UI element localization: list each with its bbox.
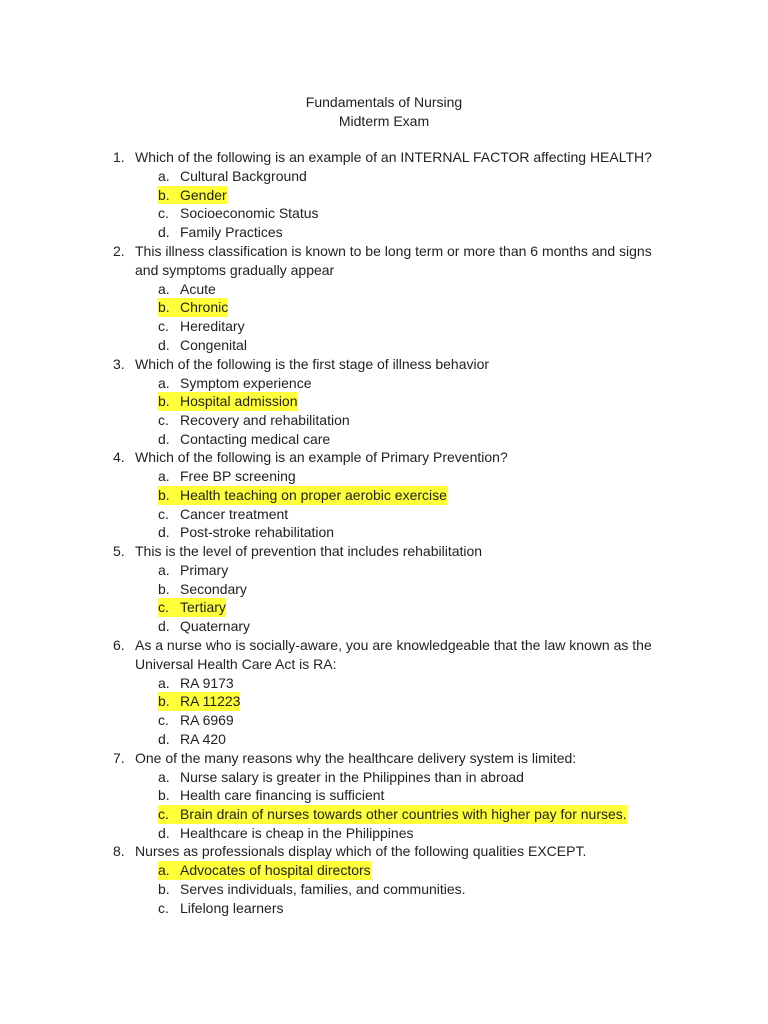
option-text: Post-stroke rehabilitation — [180, 524, 335, 541]
answer-option — [0, 899, 768, 918]
option-text: Brain drain of nurses towards other countries with higher pay for nurses. — [180, 805, 627, 822]
question-number: 6. — [113, 636, 125, 653]
option-letter: b. — [158, 392, 181, 411]
question-item — [0, 542, 768, 636]
answer-option-highlighted — [0, 598, 768, 617]
option-letter: a. — [158, 562, 170, 578]
option-letter: d. — [158, 336, 170, 353]
option-text: Nurse salary is greater in the Philippines than in abroad — [180, 768, 524, 785]
option-letter: d. — [158, 524, 170, 541]
answer-option — [0, 786, 768, 805]
option-text: Hospital admission — [180, 393, 298, 410]
option-list — [0, 467, 768, 542]
option-text: RA 9173 — [180, 674, 234, 691]
answer-option-highlighted — [0, 805, 768, 824]
option-letter: a. — [158, 861, 181, 880]
question-text: This is the level of prevention that includes rehabilitation — [135, 543, 483, 559]
option-letter: b. — [158, 580, 170, 597]
answer-option — [0, 167, 768, 186]
option-list — [0, 674, 768, 749]
option-text: Advocates of hospital directors — [180, 862, 371, 879]
answer-option — [0, 204, 768, 223]
question-text: One of the many reasons why the healthcare delivery system is limited: — [135, 749, 577, 766]
question-number: 8. — [113, 843, 125, 860]
answer-option — [0, 730, 768, 749]
question-item — [0, 242, 768, 355]
option-letter: b. — [158, 692, 181, 711]
answer-option-highlighted — [0, 692, 768, 711]
question-text: Which of the following is an example of an INTERNAL FACTOR affecting HEALTH? — [135, 149, 652, 165]
option-text: Healthcare is cheap in the Philippines — [180, 824, 414, 841]
answer-option-highlighted — [0, 392, 768, 411]
question-number: 4. — [113, 449, 125, 466]
option-text: RA 420 — [180, 730, 226, 747]
document-title: Fundamentals of Nursing — [305, 94, 463, 110]
option-text: Cancer treatment — [180, 505, 289, 522]
answer-option — [0, 411, 768, 430]
option-letter: c. — [158, 205, 169, 222]
question-text: As a nurse who is socially-aware, you are knowledgeable that the law known as the Universal Health Care Act is RA: — [135, 636, 652, 672]
answer-option-highlighted — [0, 486, 768, 505]
answer-option — [0, 674, 768, 693]
option-list — [0, 280, 768, 355]
answer-option — [0, 561, 768, 580]
option-letter: b. — [158, 880, 170, 897]
option-list — [0, 768, 768, 843]
option-text: Health teaching on proper aerobic exercise — [180, 486, 447, 503]
answer-option — [0, 223, 768, 242]
option-list — [0, 561, 768, 636]
option-letter: a. — [158, 468, 170, 485]
option-letter: d. — [158, 224, 170, 241]
answer-option — [0, 768, 768, 787]
answer-option — [0, 467, 768, 486]
question-number: 5. — [113, 543, 125, 559]
option-text: Chronic — [180, 299, 229, 316]
answer-option — [0, 505, 768, 524]
answer-option — [0, 617, 768, 636]
option-text: Quaternary — [180, 618, 251, 635]
answer-option — [0, 336, 768, 355]
option-text: Hereditary — [180, 318, 245, 335]
question-text: Which of the following is the first stage of illness behavior — [135, 355, 490, 372]
question-item — [0, 842, 768, 917]
option-text: Lifelong learners — [180, 899, 284, 916]
answer-option — [0, 824, 768, 843]
option-letter: c. — [158, 598, 181, 617]
option-text: Serves individuals, families, and communities. — [180, 880, 466, 897]
option-list — [0, 861, 768, 917]
answer-option-highlighted — [0, 298, 768, 317]
option-letter: c. — [158, 712, 169, 729]
option-letter: d. — [158, 618, 170, 635]
option-text: Health care financing is sufficient — [180, 787, 385, 804]
option-letter: c. — [158, 411, 169, 428]
answer-option — [0, 317, 768, 336]
option-letter: b. — [158, 787, 170, 804]
question-number: 1. — [113, 149, 125, 165]
option-letter: b. — [158, 486, 181, 505]
question-item — [0, 148, 768, 242]
option-text: Free BP screening — [180, 468, 296, 485]
option-list — [0, 167, 768, 242]
option-text: Cultural Background — [180, 168, 307, 184]
answer-option — [0, 374, 768, 393]
option-text: Secondary — [180, 580, 247, 597]
question-item — [0, 448, 768, 542]
question-text: Which of the following is an example of Primary Prevention? — [135, 449, 508, 466]
option-text: Symptom experience — [180, 374, 312, 391]
option-letter: a. — [158, 280, 170, 297]
question-item — [0, 636, 768, 749]
option-letter: b. — [158, 186, 181, 205]
title-block — [0, 93, 768, 131]
question-list — [0, 148, 768, 917]
option-letter: c. — [158, 805, 181, 824]
option-text: Socioeconomic Status — [180, 205, 319, 222]
option-letter: d. — [158, 824, 170, 841]
option-text: RA 11223 — [180, 693, 241, 710]
option-text: Gender — [180, 186, 227, 203]
option-letter: a. — [158, 768, 170, 785]
option-text: Family Practices — [180, 224, 283, 241]
question-number: 2. — [113, 242, 125, 259]
question-item — [0, 355, 768, 449]
question-number: 7. — [113, 749, 125, 766]
answer-option-highlighted — [0, 186, 768, 205]
option-letter: b. — [158, 298, 181, 317]
question-text: This illness classification is known to be long term or more than 6 months and signs and symptoms gradually appear — [135, 242, 652, 278]
option-text: RA 6969 — [180, 712, 234, 729]
option-text: Contacting medical care — [180, 430, 331, 447]
document-subtitle: Midterm Exam — [338, 113, 430, 129]
option-letter: a. — [158, 674, 170, 691]
option-letter: a. — [158, 374, 170, 391]
question-item — [0, 749, 768, 843]
answer-option-highlighted — [0, 861, 768, 880]
question-text: Nurses as professionals display which of the following qualities EXCEPT. — [135, 843, 587, 860]
question-number: 3. — [113, 355, 125, 372]
answer-option — [0, 280, 768, 299]
option-letter: c. — [158, 318, 169, 335]
option-letter: c. — [158, 899, 169, 916]
answer-option — [0, 580, 768, 599]
option-letter: d. — [158, 430, 170, 447]
option-text: Tertiary — [180, 599, 226, 616]
option-text: Recovery and rehabilitation — [180, 411, 350, 428]
option-letter: d. — [158, 730, 170, 747]
option-letter: c. — [158, 505, 169, 522]
answer-option — [0, 430, 768, 449]
answer-option — [0, 523, 768, 542]
option-list — [0, 374, 768, 449]
option-letter: a. — [158, 168, 170, 184]
option-text: Acute — [180, 280, 216, 297]
option-text: Primary — [180, 562, 229, 578]
answer-option — [0, 880, 768, 899]
option-text: Congenital — [180, 336, 247, 353]
answer-option — [0, 711, 768, 730]
